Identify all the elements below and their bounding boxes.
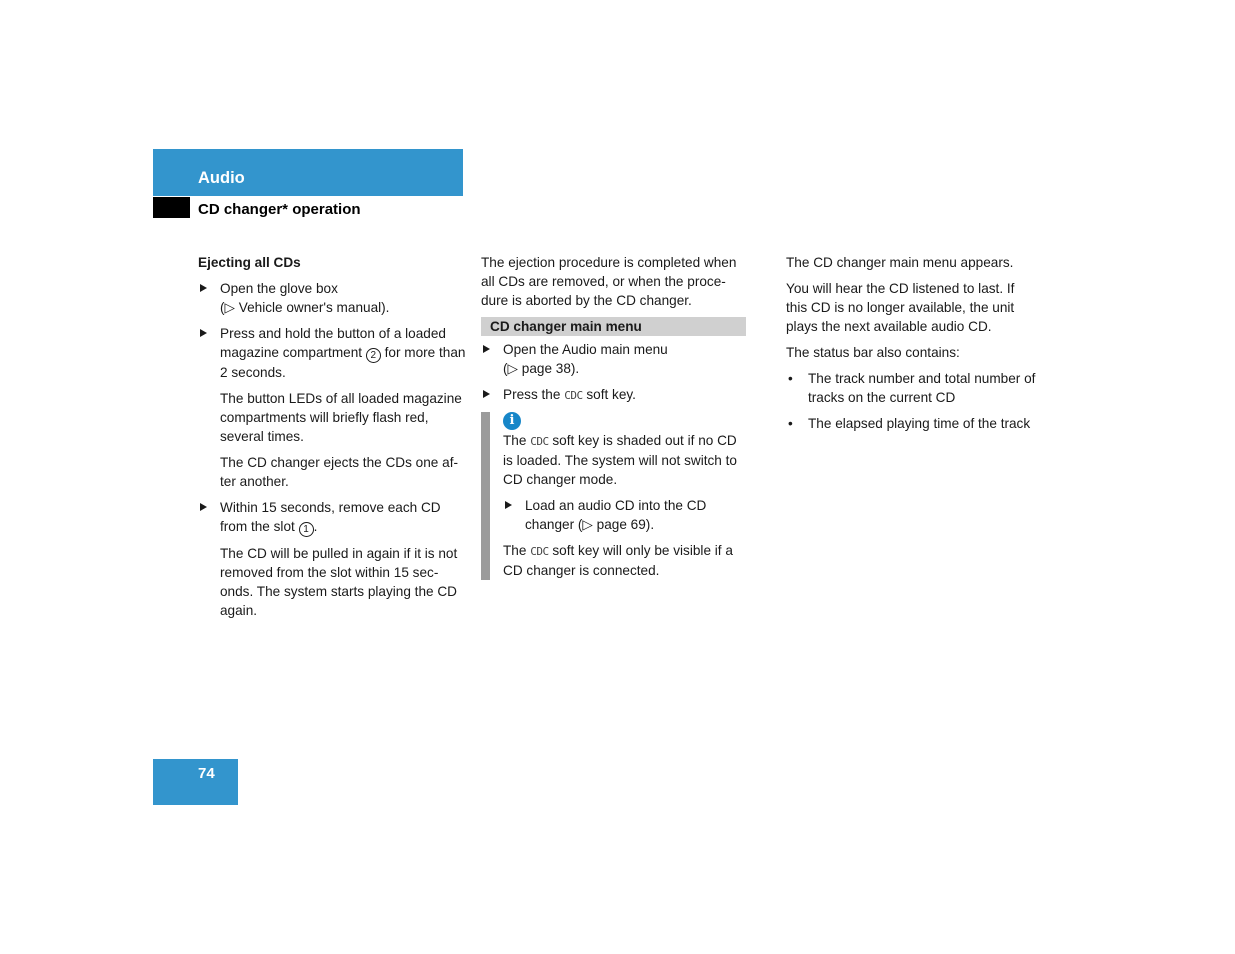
cdc-key-label: CDC — [530, 435, 549, 448]
step-press-cdc — [481, 385, 746, 405]
step-text-cont: for more than 2 seconds. — [220, 345, 466, 380]
step-text-cont: . — [313, 519, 318, 534]
column-main-menu — [481, 253, 746, 580]
step-reference: (▷ Vehicle owner's manual). — [220, 300, 390, 315]
heading-ejecting-all-cds: Ejecting all CDs — [198, 255, 301, 270]
page-number: 74 — [198, 765, 215, 782]
cdc-key-label: CDC — [564, 389, 583, 402]
step-press-hold-button — [198, 324, 466, 382]
step-arrow-icon — [483, 345, 490, 353]
subsection-title: CD changer* operation — [198, 201, 361, 218]
info-text: The — [503, 543, 531, 558]
last-cd-text: You will hear the CD listened to last. If this CD is no longer available, the unit plays the next available audio CD. — [786, 281, 1015, 334]
step-text: Open the Audio main menu — [503, 342, 668, 357]
step-arrow-icon — [200, 284, 207, 292]
note-pulled-in-again: The CD will be pulled in again if it is not removed from the slot within 15 sec-onds. The system starts playing the CD again. — [220, 546, 458, 618]
note-leds-flash: The button LEDs of all loaded magazine compartments will briefly flash red, several times. — [220, 391, 462, 444]
step-text: Open the glove box — [220, 281, 338, 296]
info-text-visible — [503, 541, 746, 580]
step-text: Press and hold the button of a loaded magazine compartment — [220, 326, 446, 360]
callout-1-icon: 1 — [299, 522, 314, 537]
heading-cd-changer-main-menu: CD changer main menu — [481, 317, 746, 336]
step-arrow-icon — [505, 501, 512, 509]
step-text: Load an audio CD into the CD changer (▷ page 69). — [525, 498, 707, 532]
cdc-key-label: CDC — [530, 545, 549, 558]
column-status — [786, 253, 1036, 440]
info-box — [481, 412, 746, 580]
section-title: Audio — [198, 169, 245, 187]
info-text-cont: soft key is shaded out if no CD is loaded. The system will not switch to CD changer mode. — [503, 433, 737, 487]
step-arrow-icon — [200, 503, 207, 511]
step-reference: (▷ page 38). — [503, 361, 580, 376]
bullet-track-number — [786, 369, 1036, 407]
bullet-elapsed-time — [786, 414, 1036, 433]
note-ejects-cds: The CD changer ejects the CDs one af-ter another. — [220, 455, 459, 489]
status-bar-text: The status bar also contains: — [786, 345, 960, 360]
main-menu-appears-text: The CD changer main menu appears. — [786, 255, 1014, 270]
step-text: Press the — [503, 387, 565, 402]
page-number-box — [153, 759, 238, 805]
info-side-bar — [481, 412, 490, 580]
column-ejecting — [198, 253, 466, 627]
bullet-dot-icon: • — [788, 371, 793, 386]
info-text-shaded — [503, 431, 746, 489]
section-marker — [153, 197, 190, 218]
callout-2-icon: 2 — [366, 348, 381, 363]
step-remove-cd — [198, 498, 466, 537]
info-text: The — [503, 433, 531, 448]
step-text: Within 15 seconds, remove each CD from the slot — [220, 500, 441, 534]
bullet-text: The elapsed playing time of the track — [808, 416, 1031, 431]
info-text-cont: soft key will only be visible if a CD changer is connected. — [503, 543, 733, 578]
step-arrow-icon — [483, 390, 490, 398]
ejection-complete-text: The ejection procedure is completed when all CDs are removed, or when the proce-dure is aborted by the CD changer. — [481, 255, 737, 308]
info-icon: i — [503, 412, 521, 430]
step-open-audio-menu — [481, 340, 746, 378]
step-arrow-icon — [200, 329, 207, 337]
bullet-text: The track number and total number of tracks on the current CD — [808, 371, 1036, 405]
step-text-cont: soft key. — [582, 387, 636, 402]
step-open-glove-box — [198, 279, 466, 317]
bullet-dot-icon: • — [788, 416, 793, 431]
step-load-audio-cd — [503, 496, 746, 534]
